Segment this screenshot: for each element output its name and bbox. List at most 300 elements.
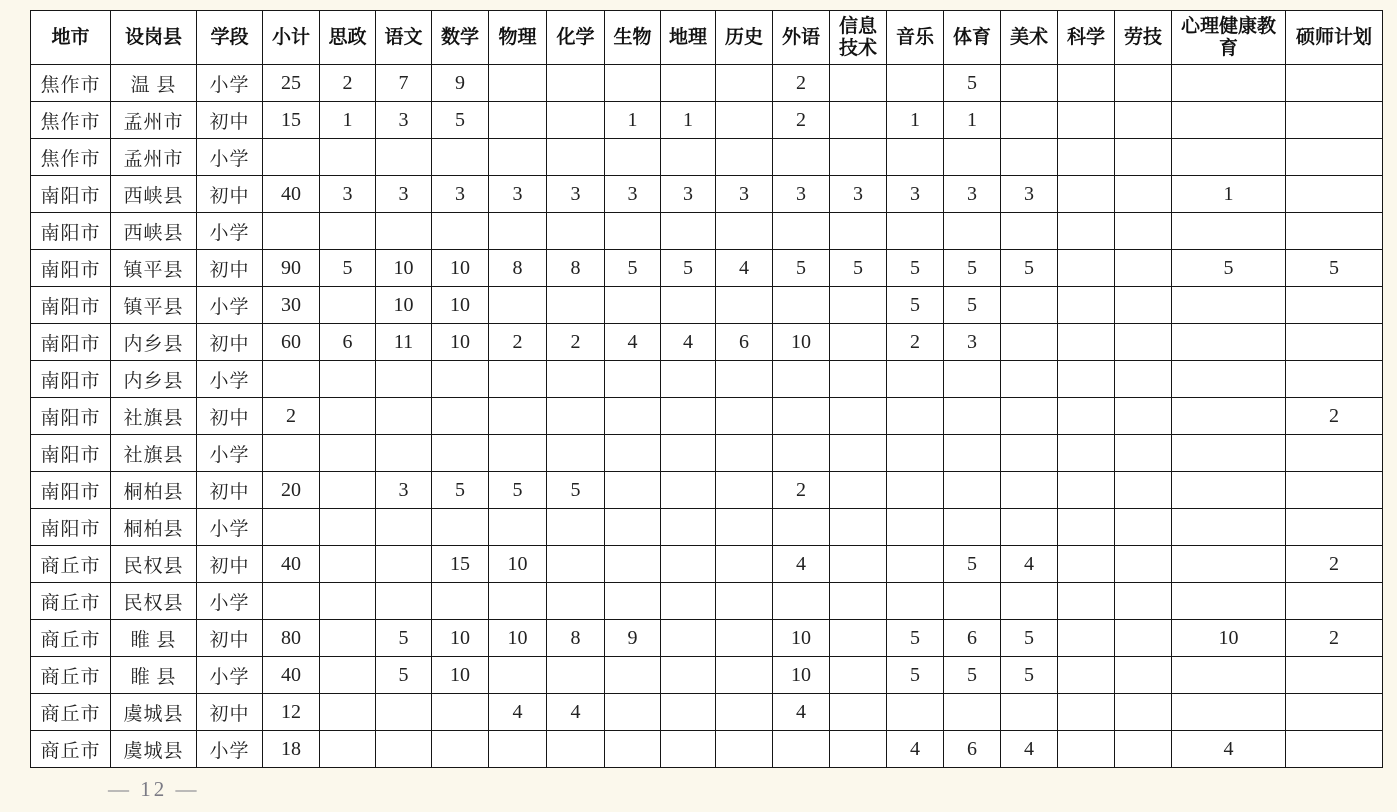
table-cell: 40 xyxy=(263,176,320,213)
column-header: 美术 xyxy=(1001,11,1058,65)
table-cell: 5 xyxy=(1172,250,1286,287)
table-cell xyxy=(716,287,773,324)
table-cell: 3 xyxy=(1001,176,1058,213)
table-cell xyxy=(1115,509,1172,546)
table-cell: 南阳市 xyxy=(31,398,111,435)
table-cell: 商丘市 xyxy=(31,657,111,694)
table-cell xyxy=(432,509,489,546)
table-cell xyxy=(605,361,661,398)
table-cell xyxy=(263,139,320,176)
table-cell: 15 xyxy=(263,102,320,139)
table-row xyxy=(31,398,1383,435)
table-row xyxy=(31,435,1383,472)
table-cell: 10 xyxy=(773,657,830,694)
table-cell: 2 xyxy=(773,102,830,139)
table-cell: 1 xyxy=(887,102,944,139)
table-cell xyxy=(661,657,716,694)
table-cell xyxy=(547,139,605,176)
table-cell xyxy=(605,213,661,250)
table-cell xyxy=(830,139,887,176)
table-cell xyxy=(1058,250,1115,287)
table-cell xyxy=(1286,102,1383,139)
table-cell: 5 xyxy=(376,657,432,694)
table-cell: 南阳市 xyxy=(31,509,111,546)
table-cell xyxy=(887,435,944,472)
table-cell xyxy=(1001,509,1058,546)
table-cell xyxy=(1172,694,1286,731)
table-cell xyxy=(661,583,716,620)
table-cell: 5 xyxy=(887,287,944,324)
table-cell: 小学 xyxy=(197,435,263,472)
column-header: 体育 xyxy=(944,11,1001,65)
column-header: 科学 xyxy=(1058,11,1115,65)
table-cell xyxy=(605,509,661,546)
table-cell: 60 xyxy=(263,324,320,361)
table-cell: 30 xyxy=(263,287,320,324)
table-cell: 小学 xyxy=(197,65,263,102)
table-cell: 2 xyxy=(1286,620,1383,657)
table-cell xyxy=(661,472,716,509)
table-cell xyxy=(1058,139,1115,176)
table-cell xyxy=(547,398,605,435)
table-cell: 小学 xyxy=(197,287,263,324)
table-cell: 2 xyxy=(773,65,830,102)
table-cell xyxy=(547,583,605,620)
table-cell xyxy=(887,694,944,731)
column-header: 语文 xyxy=(376,11,432,65)
table-cell xyxy=(716,398,773,435)
table-cell xyxy=(1058,583,1115,620)
allocation-table-container xyxy=(30,10,1383,768)
table-cell xyxy=(605,65,661,102)
table-cell xyxy=(1001,324,1058,361)
table-cell: 虞城县 xyxy=(111,694,197,731)
table-cell xyxy=(320,583,376,620)
table-cell: 5 xyxy=(489,472,547,509)
table-cell: 4 xyxy=(1001,731,1058,768)
table-row xyxy=(31,472,1383,509)
table-cell xyxy=(1172,398,1286,435)
table-cell: 小学 xyxy=(197,657,263,694)
table-cell xyxy=(1286,361,1383,398)
table-cell xyxy=(661,287,716,324)
table-cell xyxy=(547,731,605,768)
table-cell xyxy=(1115,176,1172,213)
table-cell: 12 xyxy=(263,694,320,731)
table-cell xyxy=(1115,65,1172,102)
table-cell xyxy=(432,731,489,768)
table-cell: 4 xyxy=(887,731,944,768)
column-header: 小计 xyxy=(263,11,320,65)
table-cell xyxy=(1058,324,1115,361)
table-cell xyxy=(1172,139,1286,176)
table-body xyxy=(31,65,1383,768)
table-cell xyxy=(605,546,661,583)
table-cell xyxy=(605,139,661,176)
table-cell xyxy=(320,620,376,657)
table-cell: 90 xyxy=(263,250,320,287)
table-cell: 6 xyxy=(944,620,1001,657)
table-cell: 初中 xyxy=(197,398,263,435)
table-cell xyxy=(489,435,547,472)
column-header: 数学 xyxy=(432,11,489,65)
table-cell xyxy=(547,435,605,472)
table-cell xyxy=(320,435,376,472)
table-cell: 初中 xyxy=(197,102,263,139)
table-cell: 5 xyxy=(887,657,944,694)
table-cell xyxy=(1286,65,1383,102)
table-cell: 10 xyxy=(376,250,432,287)
table-cell: 40 xyxy=(263,546,320,583)
table-cell xyxy=(1001,65,1058,102)
table-cell xyxy=(830,472,887,509)
table-cell: 2 xyxy=(773,472,830,509)
table-cell: 小学 xyxy=(197,139,263,176)
table-cell xyxy=(489,361,547,398)
column-header: 思政 xyxy=(320,11,376,65)
table-cell xyxy=(661,213,716,250)
table-cell: 5 xyxy=(661,250,716,287)
table-cell: 南阳市 xyxy=(31,176,111,213)
table-cell xyxy=(1058,472,1115,509)
table-cell xyxy=(661,361,716,398)
table-row xyxy=(31,620,1383,657)
table-cell: 初中 xyxy=(197,694,263,731)
table-cell xyxy=(263,509,320,546)
table-cell: 5 xyxy=(944,65,1001,102)
table-cell xyxy=(1058,620,1115,657)
table-cell xyxy=(830,65,887,102)
table-cell: 社旗县 xyxy=(111,398,197,435)
table-cell xyxy=(1115,435,1172,472)
table-cell: 小学 xyxy=(197,361,263,398)
table-cell xyxy=(716,139,773,176)
table-cell xyxy=(320,213,376,250)
table-cell xyxy=(432,361,489,398)
table-cell: 10 xyxy=(432,657,489,694)
table-cell: 5 xyxy=(320,250,376,287)
table-cell xyxy=(605,287,661,324)
table-cell xyxy=(547,213,605,250)
table-cell: 5 xyxy=(887,250,944,287)
table-cell: 2 xyxy=(1286,546,1383,583)
table-cell xyxy=(773,583,830,620)
table-cell: 虞城县 xyxy=(111,731,197,768)
table-cell xyxy=(944,361,1001,398)
table-cell xyxy=(1115,472,1172,509)
table-cell: 8 xyxy=(547,620,605,657)
table-cell xyxy=(376,139,432,176)
table-cell xyxy=(1286,657,1383,694)
column-header: 历史 xyxy=(716,11,773,65)
table-cell xyxy=(1058,546,1115,583)
table-cell: 3 xyxy=(376,102,432,139)
table-cell xyxy=(773,139,830,176)
table-cell: 南阳市 xyxy=(31,435,111,472)
table-row xyxy=(31,176,1383,213)
table-cell xyxy=(773,213,830,250)
table-cell xyxy=(887,213,944,250)
table-cell xyxy=(887,398,944,435)
table-cell xyxy=(1115,139,1172,176)
table-cell xyxy=(944,694,1001,731)
table-cell xyxy=(547,509,605,546)
table-cell xyxy=(1001,102,1058,139)
table-cell xyxy=(773,361,830,398)
table-cell xyxy=(376,694,432,731)
table-cell: 睢 县 xyxy=(111,620,197,657)
table-cell: 南阳市 xyxy=(31,324,111,361)
table-cell: 5 xyxy=(1001,657,1058,694)
table-cell xyxy=(605,694,661,731)
table-cell xyxy=(376,583,432,620)
table-cell: 5 xyxy=(432,102,489,139)
table-cell xyxy=(1172,102,1286,139)
table-cell xyxy=(887,583,944,620)
table-cell: 1 xyxy=(320,102,376,139)
column-header: 化学 xyxy=(547,11,605,65)
table-cell: 5 xyxy=(887,620,944,657)
table-cell xyxy=(320,139,376,176)
table-cell xyxy=(716,546,773,583)
column-header: 学段 xyxy=(197,11,263,65)
table-cell xyxy=(1115,287,1172,324)
table-cell: 10 xyxy=(489,620,547,657)
table-cell xyxy=(661,731,716,768)
table-cell xyxy=(547,65,605,102)
table-cell xyxy=(489,102,547,139)
table-cell: 6 xyxy=(716,324,773,361)
table-cell xyxy=(1286,287,1383,324)
table-cell xyxy=(716,102,773,139)
table-cell xyxy=(263,213,320,250)
table-cell xyxy=(489,731,547,768)
table-cell: 10 xyxy=(489,546,547,583)
table-cell: 3 xyxy=(432,176,489,213)
table-cell xyxy=(605,583,661,620)
table-cell xyxy=(489,65,547,102)
table-cell xyxy=(1058,65,1115,102)
table-cell xyxy=(376,731,432,768)
table-cell xyxy=(1058,287,1115,324)
table-cell xyxy=(1115,324,1172,361)
table-cell xyxy=(263,361,320,398)
table-cell xyxy=(661,509,716,546)
table-cell xyxy=(320,287,376,324)
table-cell: 1 xyxy=(605,102,661,139)
table-cell: 南阳市 xyxy=(31,472,111,509)
table-cell xyxy=(1172,213,1286,250)
table-cell: 商丘市 xyxy=(31,620,111,657)
table-cell xyxy=(830,694,887,731)
table-cell xyxy=(944,139,1001,176)
table-cell: 初中 xyxy=(197,472,263,509)
table-cell xyxy=(547,361,605,398)
table-cell xyxy=(830,657,887,694)
table-cell xyxy=(1001,213,1058,250)
table-cell: 南阳市 xyxy=(31,250,111,287)
table-cell: 10 xyxy=(432,287,489,324)
table-cell: 1 xyxy=(661,102,716,139)
table-cell: 4 xyxy=(547,694,605,731)
table-cell xyxy=(830,361,887,398)
table-cell: 焦作市 xyxy=(31,102,111,139)
table-cell xyxy=(489,287,547,324)
table-cell xyxy=(1001,287,1058,324)
table-cell xyxy=(887,509,944,546)
table-cell xyxy=(661,435,716,472)
table-cell: 3 xyxy=(830,176,887,213)
table-cell: 80 xyxy=(263,620,320,657)
table-row xyxy=(31,102,1383,139)
table-cell xyxy=(716,65,773,102)
table-cell xyxy=(320,657,376,694)
table-cell xyxy=(376,546,432,583)
table-cell xyxy=(1001,139,1058,176)
table-cell: 4 xyxy=(661,324,716,361)
table-cell xyxy=(1286,435,1383,472)
table-cell xyxy=(320,361,376,398)
table-cell xyxy=(489,213,547,250)
table-cell: 商丘市 xyxy=(31,583,111,620)
table-cell xyxy=(376,509,432,546)
table-cell xyxy=(716,509,773,546)
table-cell xyxy=(547,657,605,694)
table-cell: 2 xyxy=(320,65,376,102)
table-cell xyxy=(716,620,773,657)
table-cell xyxy=(1172,435,1286,472)
table-cell: 西峡县 xyxy=(111,176,197,213)
table-cell xyxy=(320,472,376,509)
table-cell: 焦作市 xyxy=(31,139,111,176)
table-cell: 5 xyxy=(605,250,661,287)
table-cell xyxy=(830,620,887,657)
table-cell: 5 xyxy=(547,472,605,509)
table-cell xyxy=(1172,472,1286,509)
table-cell: 10 xyxy=(432,620,489,657)
table-row xyxy=(31,139,1383,176)
table-cell xyxy=(1058,509,1115,546)
table-cell xyxy=(830,102,887,139)
table-cell xyxy=(432,435,489,472)
table-cell: 5 xyxy=(1001,250,1058,287)
table-cell xyxy=(547,546,605,583)
table-cell xyxy=(489,509,547,546)
table-cell: 2 xyxy=(887,324,944,361)
table-cell: 5 xyxy=(1286,250,1383,287)
column-header: 劳技 xyxy=(1115,11,1172,65)
table-cell xyxy=(605,731,661,768)
table-cell xyxy=(489,657,547,694)
table-cell: 5 xyxy=(376,620,432,657)
table-cell xyxy=(1286,509,1383,546)
table-cell xyxy=(830,546,887,583)
table-cell xyxy=(1058,102,1115,139)
table-cell xyxy=(716,657,773,694)
table-cell xyxy=(887,139,944,176)
table-cell xyxy=(1115,657,1172,694)
table-cell xyxy=(773,287,830,324)
table-cell xyxy=(320,731,376,768)
table-cell xyxy=(1115,583,1172,620)
table-cell xyxy=(661,620,716,657)
table-row xyxy=(31,546,1383,583)
table-cell xyxy=(376,435,432,472)
table-cell xyxy=(944,398,1001,435)
table-cell: 3 xyxy=(944,324,1001,361)
table-cell xyxy=(489,583,547,620)
table-cell: 5 xyxy=(944,546,1001,583)
table-cell: 4 xyxy=(605,324,661,361)
table-cell xyxy=(1172,324,1286,361)
table-cell: 3 xyxy=(944,176,1001,213)
table-cell xyxy=(263,583,320,620)
table-cell xyxy=(1115,398,1172,435)
table-cell xyxy=(773,731,830,768)
table-cell xyxy=(376,213,432,250)
table-cell: 9 xyxy=(432,65,489,102)
table-cell: 10 xyxy=(432,250,489,287)
table-cell xyxy=(773,509,830,546)
table-cell: 6 xyxy=(320,324,376,361)
table-cell: 10 xyxy=(1172,620,1286,657)
table-cell: 3 xyxy=(661,176,716,213)
table-cell: 5 xyxy=(1001,620,1058,657)
table-cell: 15 xyxy=(432,546,489,583)
table-cell xyxy=(1286,583,1383,620)
table-row xyxy=(31,731,1383,768)
table-cell: 5 xyxy=(830,250,887,287)
column-header: 地理 xyxy=(661,11,716,65)
table-cell xyxy=(320,546,376,583)
table-cell xyxy=(1001,361,1058,398)
table-cell xyxy=(830,509,887,546)
table-row xyxy=(31,361,1383,398)
table-cell: 商丘市 xyxy=(31,694,111,731)
table-cell xyxy=(944,435,1001,472)
table-cell: 小学 xyxy=(197,509,263,546)
table-cell: 小学 xyxy=(197,583,263,620)
table-cell: 初中 xyxy=(197,324,263,361)
table-cell xyxy=(887,546,944,583)
table-row xyxy=(31,583,1383,620)
table-cell xyxy=(432,398,489,435)
table-cell xyxy=(605,472,661,509)
table-cell xyxy=(1172,546,1286,583)
table-cell xyxy=(489,139,547,176)
page-number: — 12 — xyxy=(108,777,200,801)
table-cell xyxy=(830,213,887,250)
table-cell xyxy=(1172,509,1286,546)
table-cell xyxy=(1058,435,1115,472)
table-cell: 孟州市 xyxy=(111,102,197,139)
table-cell xyxy=(661,694,716,731)
table-cell xyxy=(605,657,661,694)
table-cell xyxy=(944,509,1001,546)
table-cell: 4 xyxy=(773,546,830,583)
table-cell xyxy=(830,583,887,620)
table-cell xyxy=(1115,546,1172,583)
table-cell xyxy=(1115,694,1172,731)
table-cell: 镇平县 xyxy=(111,250,197,287)
table-cell: 初中 xyxy=(197,620,263,657)
table-cell xyxy=(887,472,944,509)
table-cell: 睢 县 xyxy=(111,657,197,694)
teacher-allocation-table xyxy=(30,10,1383,768)
table-cell: 10 xyxy=(376,287,432,324)
table-cell xyxy=(547,287,605,324)
table-cell: 9 xyxy=(605,620,661,657)
